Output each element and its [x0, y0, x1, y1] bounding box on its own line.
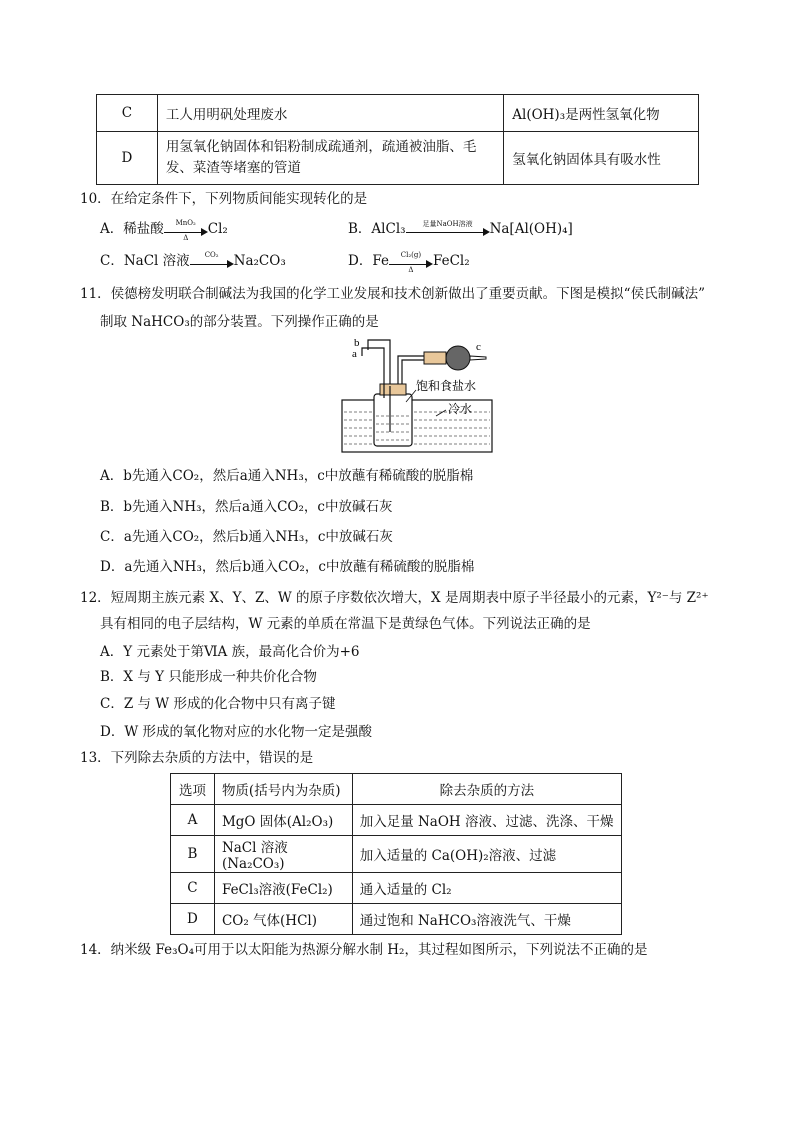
- arrow-condition: Δ: [408, 265, 414, 274]
- description-cell: 工人用明矾处理废水: [157, 95, 503, 132]
- reaction-arrow: [389, 250, 433, 274]
- q12-option-c: C．Z 与 W 形成的化合物中只有离子键: [100, 696, 336, 712]
- q11-option-a: A．b先通入CO₂，然后a通入NH₃，c中放蘸有稀硫酸的脱脂棉: [100, 468, 474, 484]
- option-label: C．: [100, 253, 124, 269]
- question-13-stem: 13．下列除去杂质的方法中，错误的是: [80, 750, 314, 766]
- reactant: NaCl 溶液: [123, 253, 190, 269]
- arrow-condition: Δ: [183, 233, 189, 242]
- label-saturated-brine: 饱和食盐水: [416, 379, 477, 393]
- product: FeCl₂: [432, 253, 470, 269]
- q10-option-b: [348, 217, 573, 237]
- q12-option-a: A．Y 元素处于第ⅥA 族，最高化合价为+6: [100, 644, 360, 660]
- substance-cell: CO₂ 气体(HCl): [214, 904, 352, 935]
- table-row: [97, 132, 699, 185]
- reaction-arrow: [190, 250, 234, 269]
- method-cell: 加入适量的 Ca(OH)₂溶液、过滤: [352, 836, 621, 873]
- q12-option-b: B．X 与 Y 只能形成一种共价化合物: [100, 669, 317, 685]
- substance-cell: MgO 固体(Al₂O₃): [214, 805, 352, 836]
- q11-option-d: D．a先通入NH₃，然后b通入CO₂，c中放蘸有稀硫酸的脱脂棉: [100, 559, 475, 575]
- product: Na₂CO₃: [233, 253, 286, 269]
- question-11-stem-line2: 制取 NaHCO₃的部分装置。下列操作正确的是: [100, 314, 379, 330]
- q11-option-b: B．b先通入NH₃，然后a通入CO₂，c中放碱石灰: [100, 499, 393, 515]
- option-cell: C: [97, 95, 158, 132]
- header-cell: 物质(括号内为杂质): [214, 774, 352, 805]
- description-cell: [157, 132, 503, 185]
- header-cell: 除去杂质的方法: [352, 774, 621, 805]
- option-cell: B: [171, 836, 215, 873]
- label-c: c: [476, 341, 481, 353]
- method-cell: 加入足量 NaOH 溶液、过滤、洗涤、干燥: [352, 805, 621, 836]
- reason-cell: Al(OH)₃是两性氢氧化物: [504, 95, 699, 132]
- table-row: [171, 805, 622, 836]
- q11-option-c: C．a先通入CO₂，然后b通入NH₃，c中放碱石灰: [100, 529, 393, 545]
- reactant: 稀盐酸: [123, 221, 164, 237]
- table-row: [171, 873, 622, 904]
- reactant: AlCl₃: [371, 221, 406, 237]
- substance-cell: FeCl₃溶液(FeCl₂): [214, 873, 352, 904]
- method-cell: 通过饱和 NaHCO₃溶液洗气、干燥: [352, 904, 621, 935]
- description-line: 发、菜渣等堵塞的管道: [165, 160, 301, 176]
- question-12-stem-line2: 具有相同的电子层结构，W 元素的单质在常温下是黄绿色气体。下列说法正确的是: [100, 616, 591, 632]
- arrow-condition: MnO₂: [175, 218, 196, 227]
- table-row: [171, 904, 622, 935]
- question-14-stem: 14．纳米级 Fe₃O₄可用于以太阳能为热源分解水制 H₂，其过程如图所示，下列说法不正确的是: [80, 942, 648, 958]
- substance-cell: NaCl 溶液(Na₂CO₃): [214, 836, 352, 873]
- description-line: 用氢氧化钠固体和铝粉制成疏通剂，疏通被油脂、毛: [165, 139, 477, 155]
- arrow-condition: Cl₂(g): [400, 250, 422, 259]
- reactant: Fe: [372, 253, 389, 269]
- product: Na[Al(OH)₄]: [489, 221, 573, 237]
- option-label: B．: [348, 221, 372, 237]
- label-a: a: [352, 348, 357, 360]
- option-cell: A: [171, 805, 215, 836]
- option-cell: D: [171, 904, 215, 935]
- table-header-row: [171, 774, 622, 805]
- label-cold-water: 冷水: [448, 402, 473, 416]
- arrow-condition: 足量NaOH溶液: [422, 219, 473, 228]
- q10-option-d: [348, 249, 470, 274]
- method-cell: 通入适量的 Cl₂: [352, 873, 621, 904]
- question-12-stem-line1: 12．短周期主族元素 X、Y、Z、W 的原子序数依次增大，X 是周期表中原子半径最小的元素，Y²⁻与 Z²⁺: [80, 590, 709, 606]
- arrow-condition: CO₂: [204, 250, 219, 259]
- question-11-stem-line1: 11．侯德榜发明联合制碱法为我国的化学工业发展和技术创新做出了重要贡献。下图是模拟“侯氏制碱法”: [80, 286, 705, 302]
- reason-cell: 氢氧化钠固体具有吸水性: [504, 132, 699, 185]
- label-b: b: [354, 337, 360, 349]
- reaction-arrow: [164, 218, 208, 242]
- table-row: [97, 95, 699, 132]
- table-row: [171, 836, 622, 873]
- impurity-removal-table: [170, 773, 622, 935]
- header-cell: 选项: [171, 774, 215, 805]
- option-cell: D: [97, 132, 158, 185]
- question-10-stem: 10．在给定条件下，下列物质间能实现转化的是: [80, 191, 368, 207]
- option-label: D．: [348, 253, 373, 269]
- q12-option-d: D．W 形成的氧化物对应的水化物一定是强酸: [100, 724, 372, 740]
- product: Cl₂: [207, 221, 228, 237]
- option-cell: C: [171, 873, 215, 904]
- q10-option-c: [100, 249, 286, 269]
- option-label: A．: [100, 221, 124, 237]
- apparatus-figure: [340, 336, 500, 456]
- q10-option-a: [100, 217, 228, 242]
- options-table-continued: [96, 94, 699, 185]
- reaction-arrow: [406, 219, 490, 237]
